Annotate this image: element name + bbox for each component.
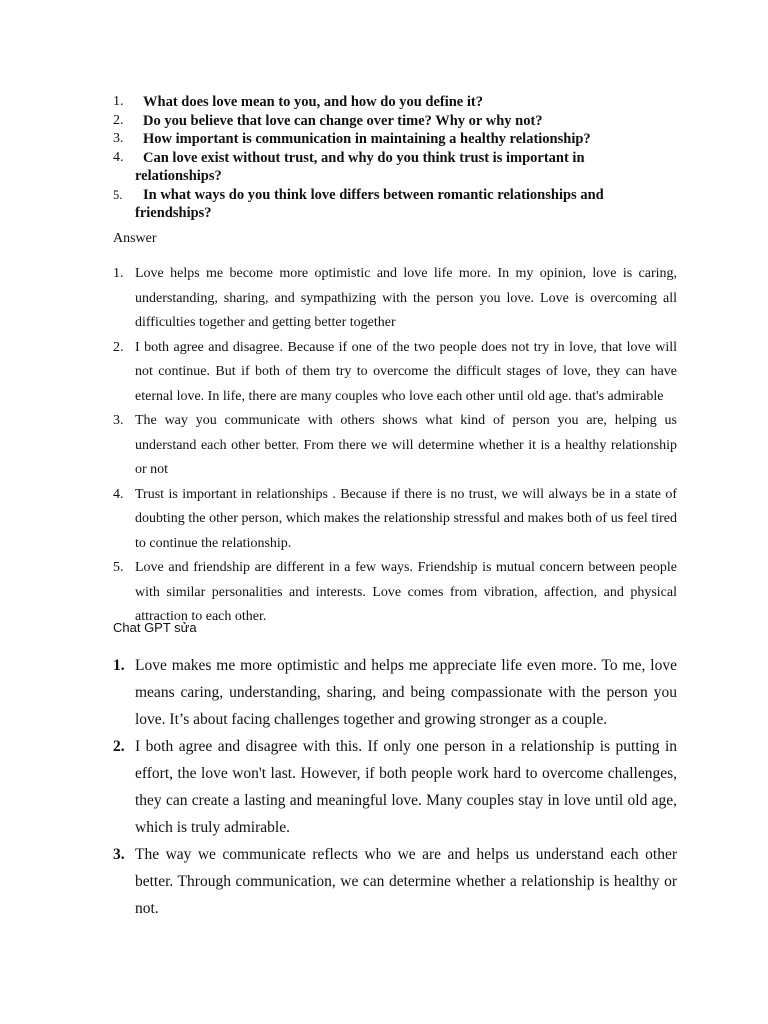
question-number: 1. — [113, 94, 124, 109]
revised-answers-list — [113, 652, 677, 922]
answer-number: 1. — [113, 266, 124, 281]
answer-text: I both agree and disagree. Because if one of the two people does not try in love, that love will not continue. But if both of them try to overcome the difficult stages of love, they can have eternal love. In life, there are many couples who love each other until old age. that's admirable — [135, 339, 677, 404]
question-item — [113, 130, 673, 149]
answer-item — [113, 336, 677, 410]
answer-item — [113, 556, 677, 630]
answer-text: Love and friendship are different in a few ways. Friendship is mutual concern between people with similar personalities and interests. Love comes from vibration, affection, and physical attraction to each other. — [135, 560, 677, 624]
revised-text: I both agree and disagree with this. If only one person in a relationship is putting in effort, the love won't last. However, if both people work hard to overcome challenges, they can create a lasting and meaningful love. Many couples stay in love until old age, which is truly admirable. — [135, 738, 677, 836]
question-number: 3. — [113, 131, 124, 146]
question-number: 5. — [113, 187, 123, 202]
answer-text: Trust is important in relationships . Because if there is no trust, we will always be in a state of doubting the other person, which makes the relationship stressful and makes both of us feel tired to continue the relationship. — [135, 486, 677, 551]
question-item — [113, 112, 673, 131]
revised-item — [113, 733, 677, 841]
revised-number: 1. — [113, 657, 125, 674]
question-item — [113, 149, 673, 186]
revised-item — [113, 841, 677, 922]
question-text: How important is communication in maintaining a healthy relationship? — [143, 131, 591, 147]
questions-list — [113, 93, 673, 223]
answer-number: 2. — [113, 339, 124, 355]
answer-number: 3. — [113, 413, 124, 428]
question-text: Do you believe that love can change over time? Why or why not? — [143, 112, 543, 129]
answer-text: Love helps me become more optimistic and love life more. In my opinion, love is caring, understanding, sharing, and sympathizing with the person you love. Love is overcoming all difficulties together and getting better together — [135, 266, 677, 330]
answer-item — [113, 409, 677, 483]
question-text: What does love mean to you, and how do you define it? — [143, 94, 483, 110]
question-text: Can love exist without trust, and why do you think trust is important in relationships? — [135, 149, 585, 184]
question-number: 2. — [113, 112, 124, 128]
answer-item — [113, 262, 677, 336]
answer-number: 5. — [113, 560, 124, 575]
revised-number: 2. — [113, 738, 125, 755]
chatgpt-heading: Chat GPT sửa — [113, 620, 197, 635]
question-number: 4. — [113, 149, 124, 165]
answer-item — [113, 483, 677, 557]
question-item — [113, 93, 673, 112]
revised-number: 3. — [113, 846, 125, 863]
answers-list — [113, 262, 677, 630]
answer-number: 4. — [113, 486, 124, 502]
revised-text: Love makes me more optimistic and helps me appreciate life even more. To me, love means caring, understanding, sharing, and being compassionate with the person you love. It’s about facing challenges together and growing stronger as a couple. — [135, 657, 677, 728]
revised-text: The way we communicate reflects who we are and helps us understand each other better. Through communication, we can determine whether a relationship is healthy or not. — [135, 846, 677, 917]
revised-item — [113, 652, 677, 733]
answer-text: The way you communicate with others shows what kind of person you are, helping us understand each other better. From there we will determine whether it is a healthy relationship or not — [135, 413, 677, 477]
question-item — [113, 186, 673, 223]
question-text: In what ways do you think love differs between romantic relationships and friendships? — [135, 186, 604, 221]
answer-heading: Answer — [113, 231, 157, 246]
